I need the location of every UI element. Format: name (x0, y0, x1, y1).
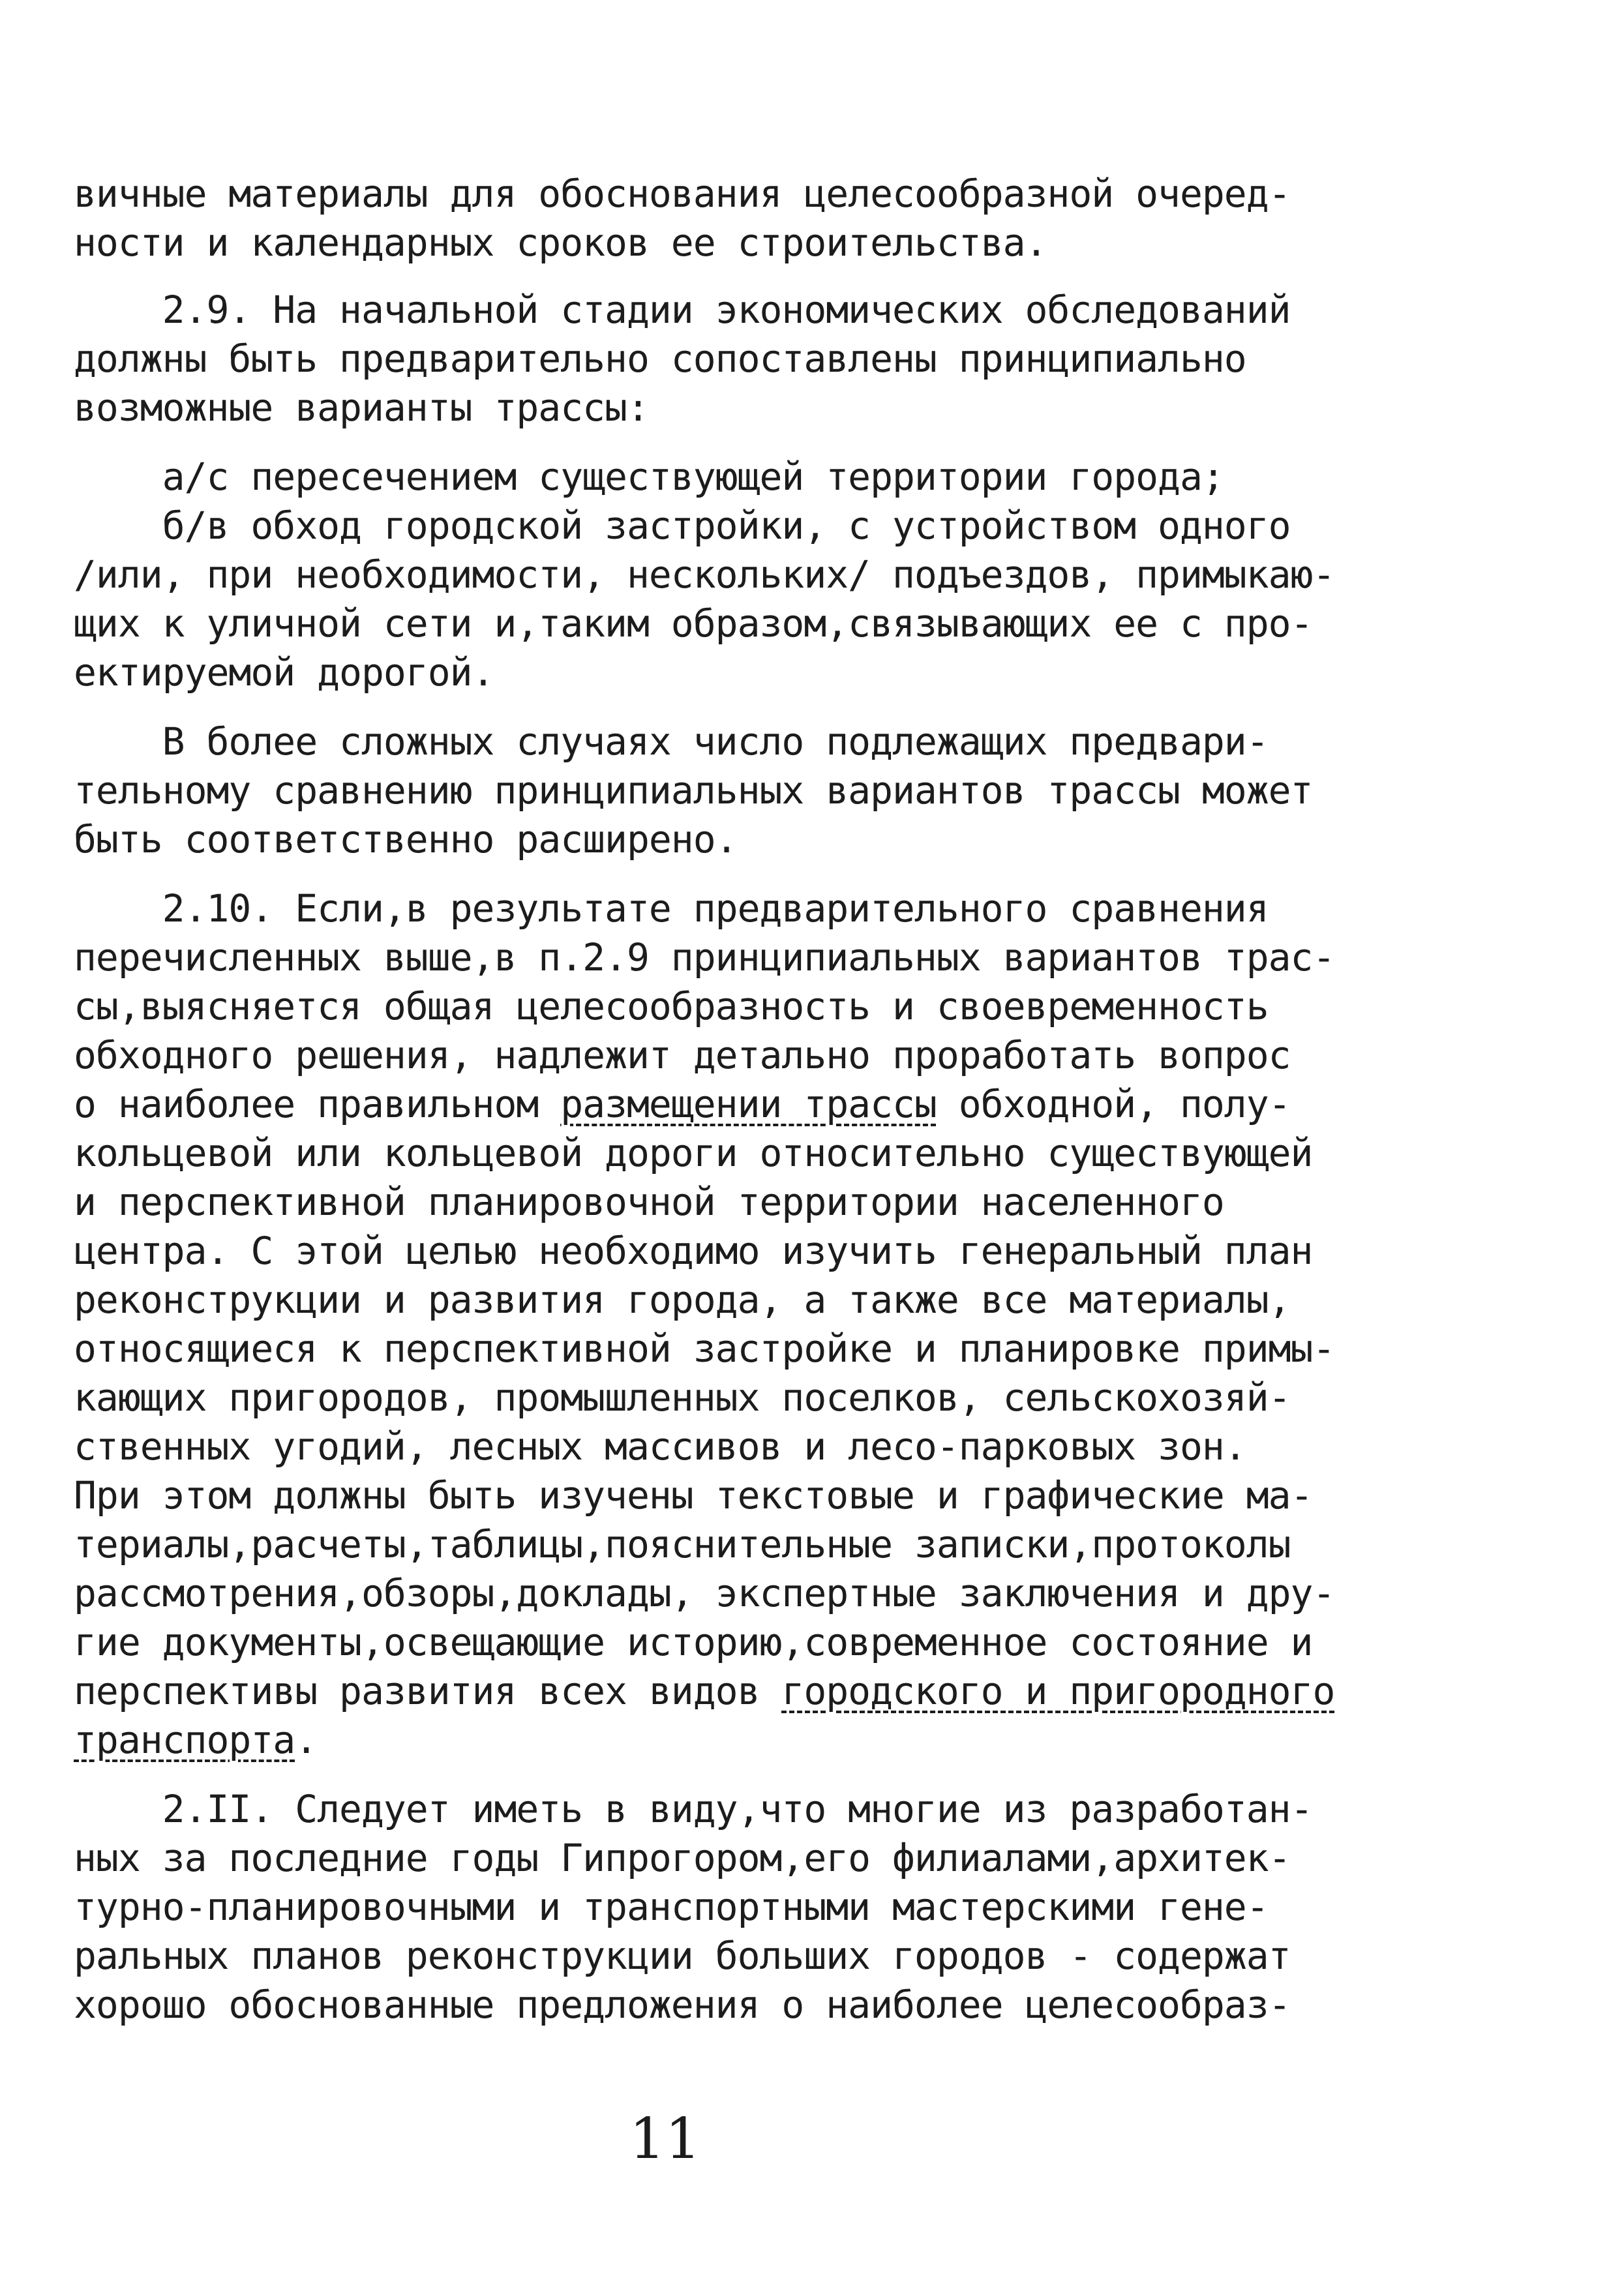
text-line: ности и календарных сроков ее строительства. (74, 220, 1047, 265)
text-line (74, 1079, 1291, 1130)
text-line: ных за последние годы Гипрогором,его филиалами,архитек- (74, 1836, 1291, 1880)
text-line: реконструкции и развития города, а также все материалы, (74, 1278, 1291, 1322)
text-line (74, 1666, 1334, 1716)
text-line: должны быть предварительно сопоставлены принципиально (74, 337, 1246, 381)
text-line: ектируемой дорогой. (74, 650, 494, 695)
text-line: турно-планировочными и транспортными мастерскими гене- (74, 1885, 1269, 1929)
text-line: /или, при необходимости, нескольких/ подъездов, примыкаю- (74, 552, 1335, 597)
text-line: перечисленных выше,в п.2.9 принципиальных вариантов трас- (74, 935, 1335, 980)
underlined-phrase: размещении трассы (560, 1082, 937, 1126)
text-line: щих к уличной сети и,таким образом,связывающих ее с про- (74, 601, 1313, 646)
text-line: хорошо обоснованные предложения о наиболее целесообраз- (74, 1983, 1291, 2027)
text-line: вичные материалы для обоснования целесообразной очеред- (74, 172, 1291, 216)
underlined-phrase: городского и пригородного (781, 1669, 1335, 1713)
text-line: быть соответственно расширено. (74, 817, 738, 861)
text-line: ральных планов реконструкции больших городов - содержат (74, 1934, 1291, 1978)
text-line: териалы,расчеты,таблицы,пояснительные записки,протоколы (74, 1522, 1291, 1566)
text-segment: обходной, полу- (936, 1082, 1291, 1126)
text-line: сы,выясняется общая целесообразность и своевременность (74, 984, 1269, 1028)
text-line: обходного решения, надлежит детально проработать вопрос (74, 1033, 1291, 1077)
text-line: рассмотрения,обзоры,доклады, экспертные заключения и дру- (74, 1571, 1335, 1615)
text-line: 2.9. На начальной стадии экономических обследований (74, 288, 1291, 332)
text-line: относящиеся к перспективной застройке и планировке примы- (74, 1326, 1335, 1371)
text-line (74, 1715, 317, 1765)
text-line: тельному сравнению принципиальных вариантов трассы может (74, 768, 1313, 813)
text-line: ственных угодий, лесных массивов и лесо-парковых зон. (74, 1424, 1246, 1469)
text-line: При этом должны быть изучены текстовые и графические ма- (74, 1473, 1313, 1518)
text-line: 2.II. Следует иметь в виду,что многие из разработан- (74, 1787, 1313, 1831)
text-segment: о наиболее правильном (74, 1082, 561, 1126)
text-line: возможные варианты трассы: (74, 385, 649, 430)
page-number: 11 (629, 2106, 701, 2172)
text-segment: . (295, 1718, 318, 1762)
text-line: центра. С этой целью необходимо изучить генеральный план (74, 1229, 1313, 1273)
text-line: кольцевой или кольцевой дороги относительно существующей (74, 1131, 1313, 1175)
text-segment: перспективы развития всех видов (74, 1669, 782, 1713)
underlined-phrase: транспорта (74, 1718, 295, 1762)
text-line: и перспективной планировочной территории населенного (74, 1180, 1224, 1224)
text-line: гие документы,освещающие историю,современное состояние и (74, 1620, 1313, 1664)
text-line: кающих пригородов, промышленных поселков, сельскохозяй- (74, 1375, 1291, 1420)
text-line: б/в обход городской застройки, с устройством одного (74, 503, 1291, 548)
text-line: В более сложных случаях число подлежащих предвари- (74, 719, 1269, 764)
text-line: а/с пересечением существующей территории города; (74, 455, 1224, 499)
text-line: 2.10. Если,в результате предварительного сравнения (74, 886, 1269, 931)
